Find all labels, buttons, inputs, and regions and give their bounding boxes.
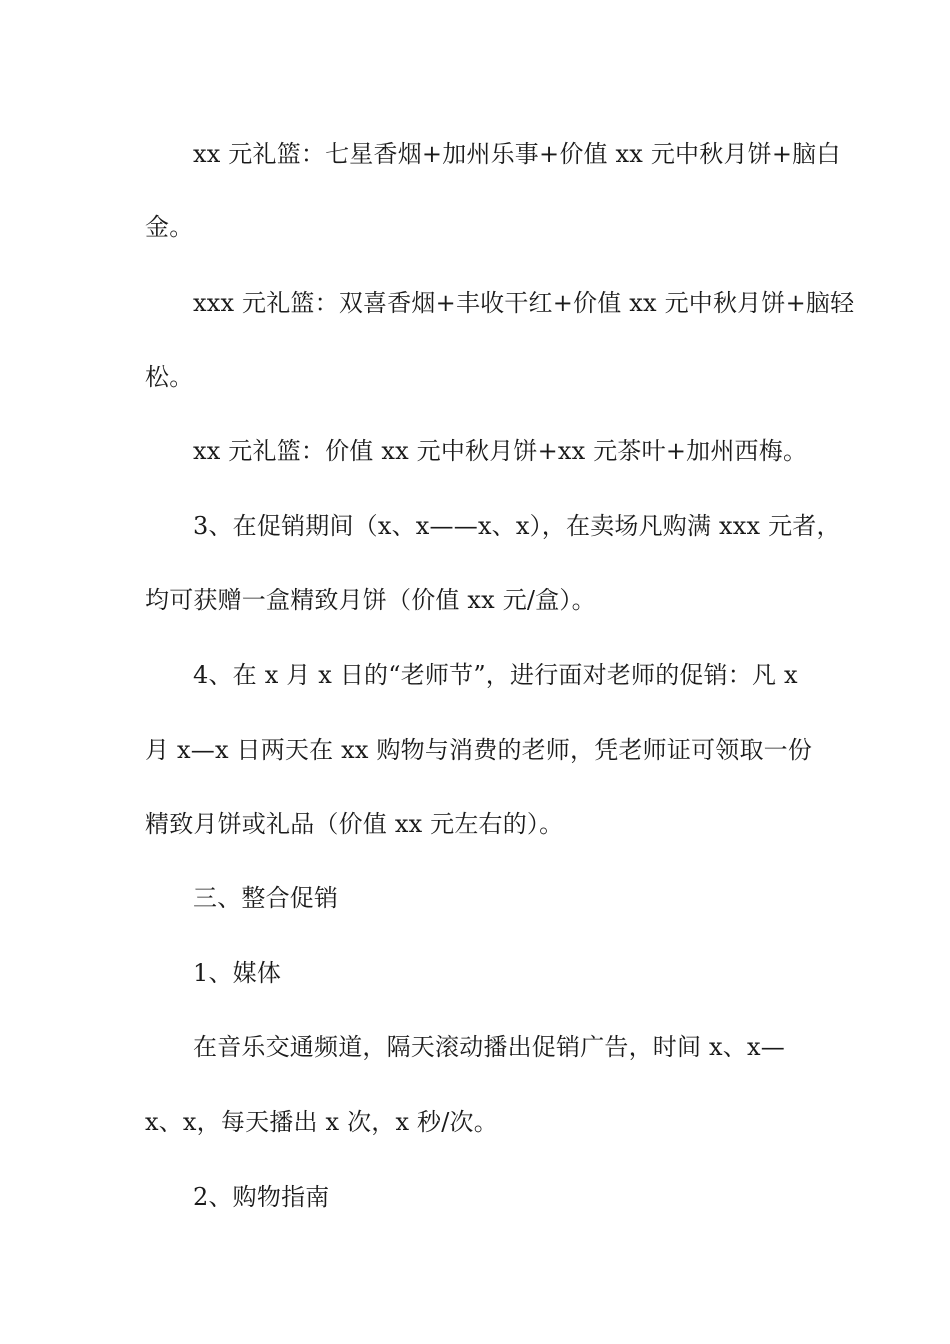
subheading-media: 1、媒体 <box>193 959 282 987</box>
gift-basket-xx-line: xx 元礼篮：七星香烟+加州乐事+价值 xx 元中秋月饼+脑白 <box>193 140 841 168</box>
section-heading-integrated-promotion: 三、整合促销 <box>193 884 339 912</box>
gift-basket-xxx-line-cont: 松。 <box>145 363 194 391</box>
promo-item-4-line-cont-1: 月 x—x 日两天在 xx 购物与消费的老师，凭老师证可领取一份 <box>145 736 813 764</box>
gift-basket-tea-line: xx 元礼篮：价值 xx 元中秋月饼+xx 元茶叶+加州西梅。 <box>193 437 808 465</box>
promo-item-4-line-cont-2: 精致月饼或礼品（价值 xx 元左右的）。 <box>145 810 564 838</box>
media-paragraph-line: 在音乐交通频道，隔天滚动播出促销广告，时间 x、x— <box>193 1033 785 1061</box>
promo-item-3-line: 3、在促销期间（x、x——x、x），在卖场凡购满 xxx 元者， <box>193 512 841 540</box>
promo-item-4-line: 4、在 x 月 x 日的“老师节”，进行面对老师的促销：凡 x <box>193 661 798 689</box>
subheading-shopping-guide: 2、购物指南 <box>193 1183 330 1211</box>
promo-item-3-line-cont: 均可获赠一盒精致月饼（价值 xx 元/盒）。 <box>145 586 596 614</box>
gift-basket-xxx-line: xxx 元礼篮：双喜香烟+丰收干红+价值 xx 元中秋月饼+脑轻 <box>193 289 855 317</box>
media-paragraph-line-cont: x、x，每天播出 x 次，x 秒/次。 <box>145 1108 498 1136</box>
gift-basket-xx-line-cont: 金。 <box>145 213 194 241</box>
